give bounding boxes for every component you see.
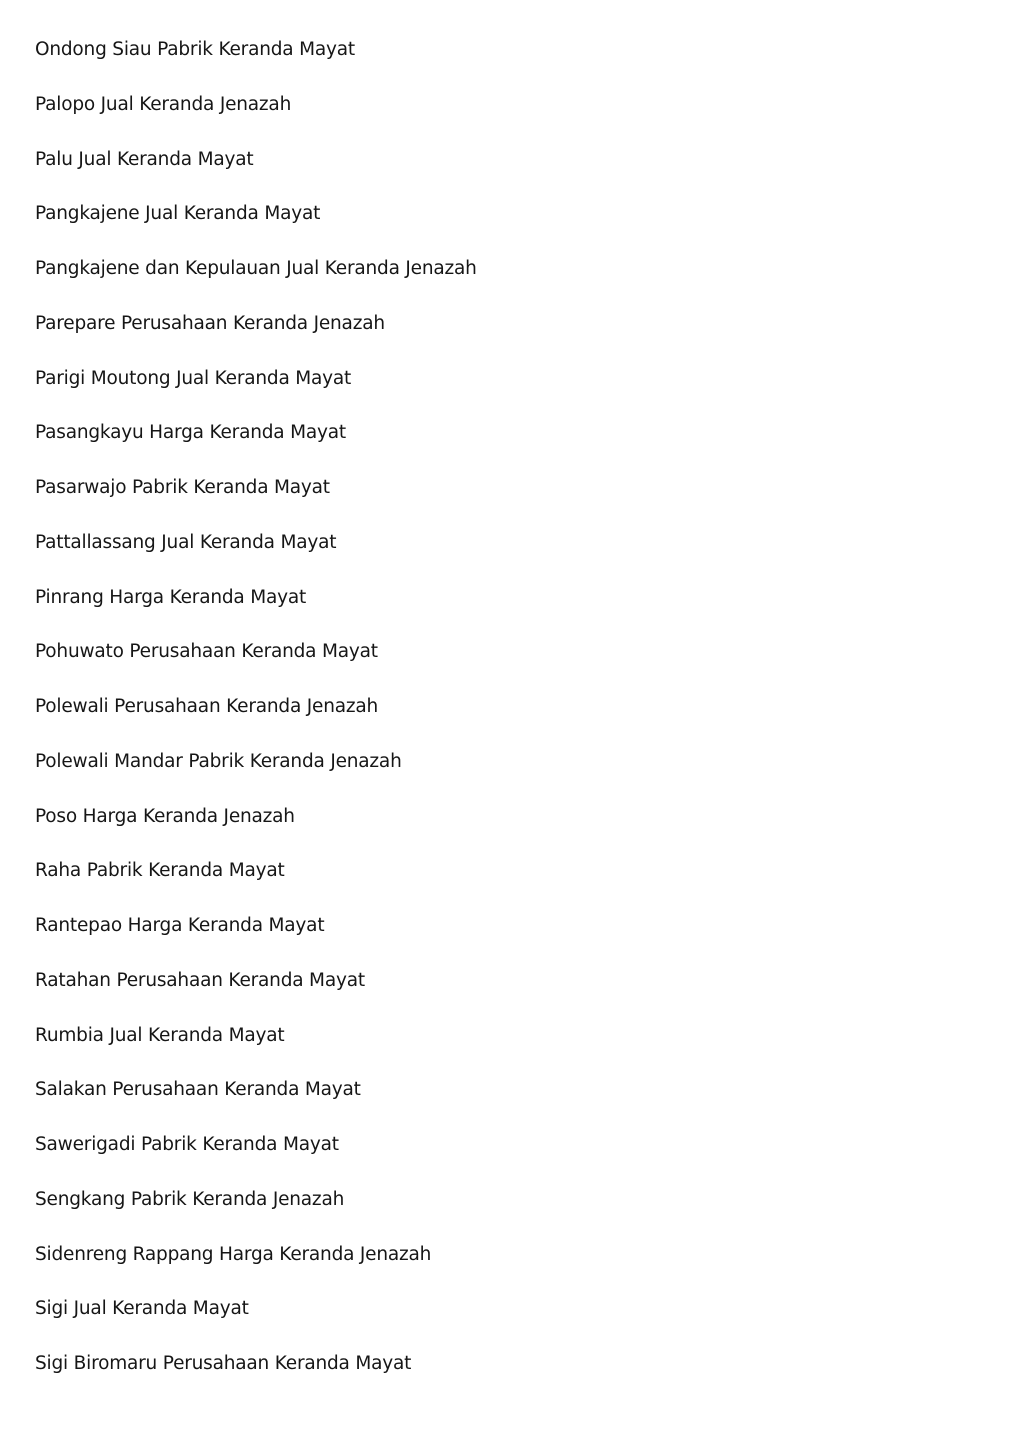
text-line: Pangkajene dan Kepulauan Jual Keranda Jenazah <box>35 258 477 279</box>
text-line: Sidenreng Rappang Harga Keranda Jenazah <box>35 1243 432 1265</box>
text-line: Pattallassang Jual Keranda Mayat <box>35 531 337 553</box>
text-line: Polewali Mandar Pabrik Keranda Jenazah <box>35 750 402 772</box>
text-line: Ratahan Perusahaan Keranda Mayat <box>35 969 365 991</box>
text-line: Sawerigadi Pabrik Keranda Mayat <box>35 1134 339 1155</box>
text-line: Polewali Perusahaan Keranda Jenazah <box>35 696 379 717</box>
text-line: Sigi Biromaru Perusahaan Keranda Mayat <box>35 1353 412 1374</box>
text-line: Sengkang Pabrik Keranda Jenazah <box>35 1188 345 1210</box>
text-line-list <box>35 36 935 1405</box>
text-line: Ondong Siau Pabrik Keranda Mayat <box>35 39 355 60</box>
text-line: Raha Pabrik Keranda Mayat <box>35 860 285 882</box>
text-line: Palu Jual Keranda Mayat <box>35 148 254 170</box>
text-line: Rantepao Harga Keranda Mayat <box>35 915 325 936</box>
text-line: Poso Harga Keranda Jenazah <box>35 805 295 827</box>
text-line: Pinrang Harga Keranda Mayat <box>35 586 307 608</box>
text-line: Pasarwajo Pabrik Keranda Mayat <box>35 477 330 498</box>
text-line: Pangkajene Jual Keranda Mayat <box>35 203 321 225</box>
text-line: Sigi Jual Keranda Mayat <box>35 1298 249 1320</box>
text-line: Salakan Perusahaan Keranda Mayat <box>35 1079 361 1101</box>
text-line: Rumbia Jual Keranda Mayat <box>35 1024 285 1046</box>
text-line: Parigi Moutong Jual Keranda Mayat <box>35 367 352 389</box>
text-line: Pasangkayu Harga Keranda Mayat <box>35 422 346 444</box>
text-line: Pohuwato Perusahaan Keranda Mayat <box>35 641 378 663</box>
text-line: Parepare Perusahaan Keranda Jenazah <box>35 312 385 334</box>
text-line: Palopo Jual Keranda Jenazah <box>35 93 292 115</box>
